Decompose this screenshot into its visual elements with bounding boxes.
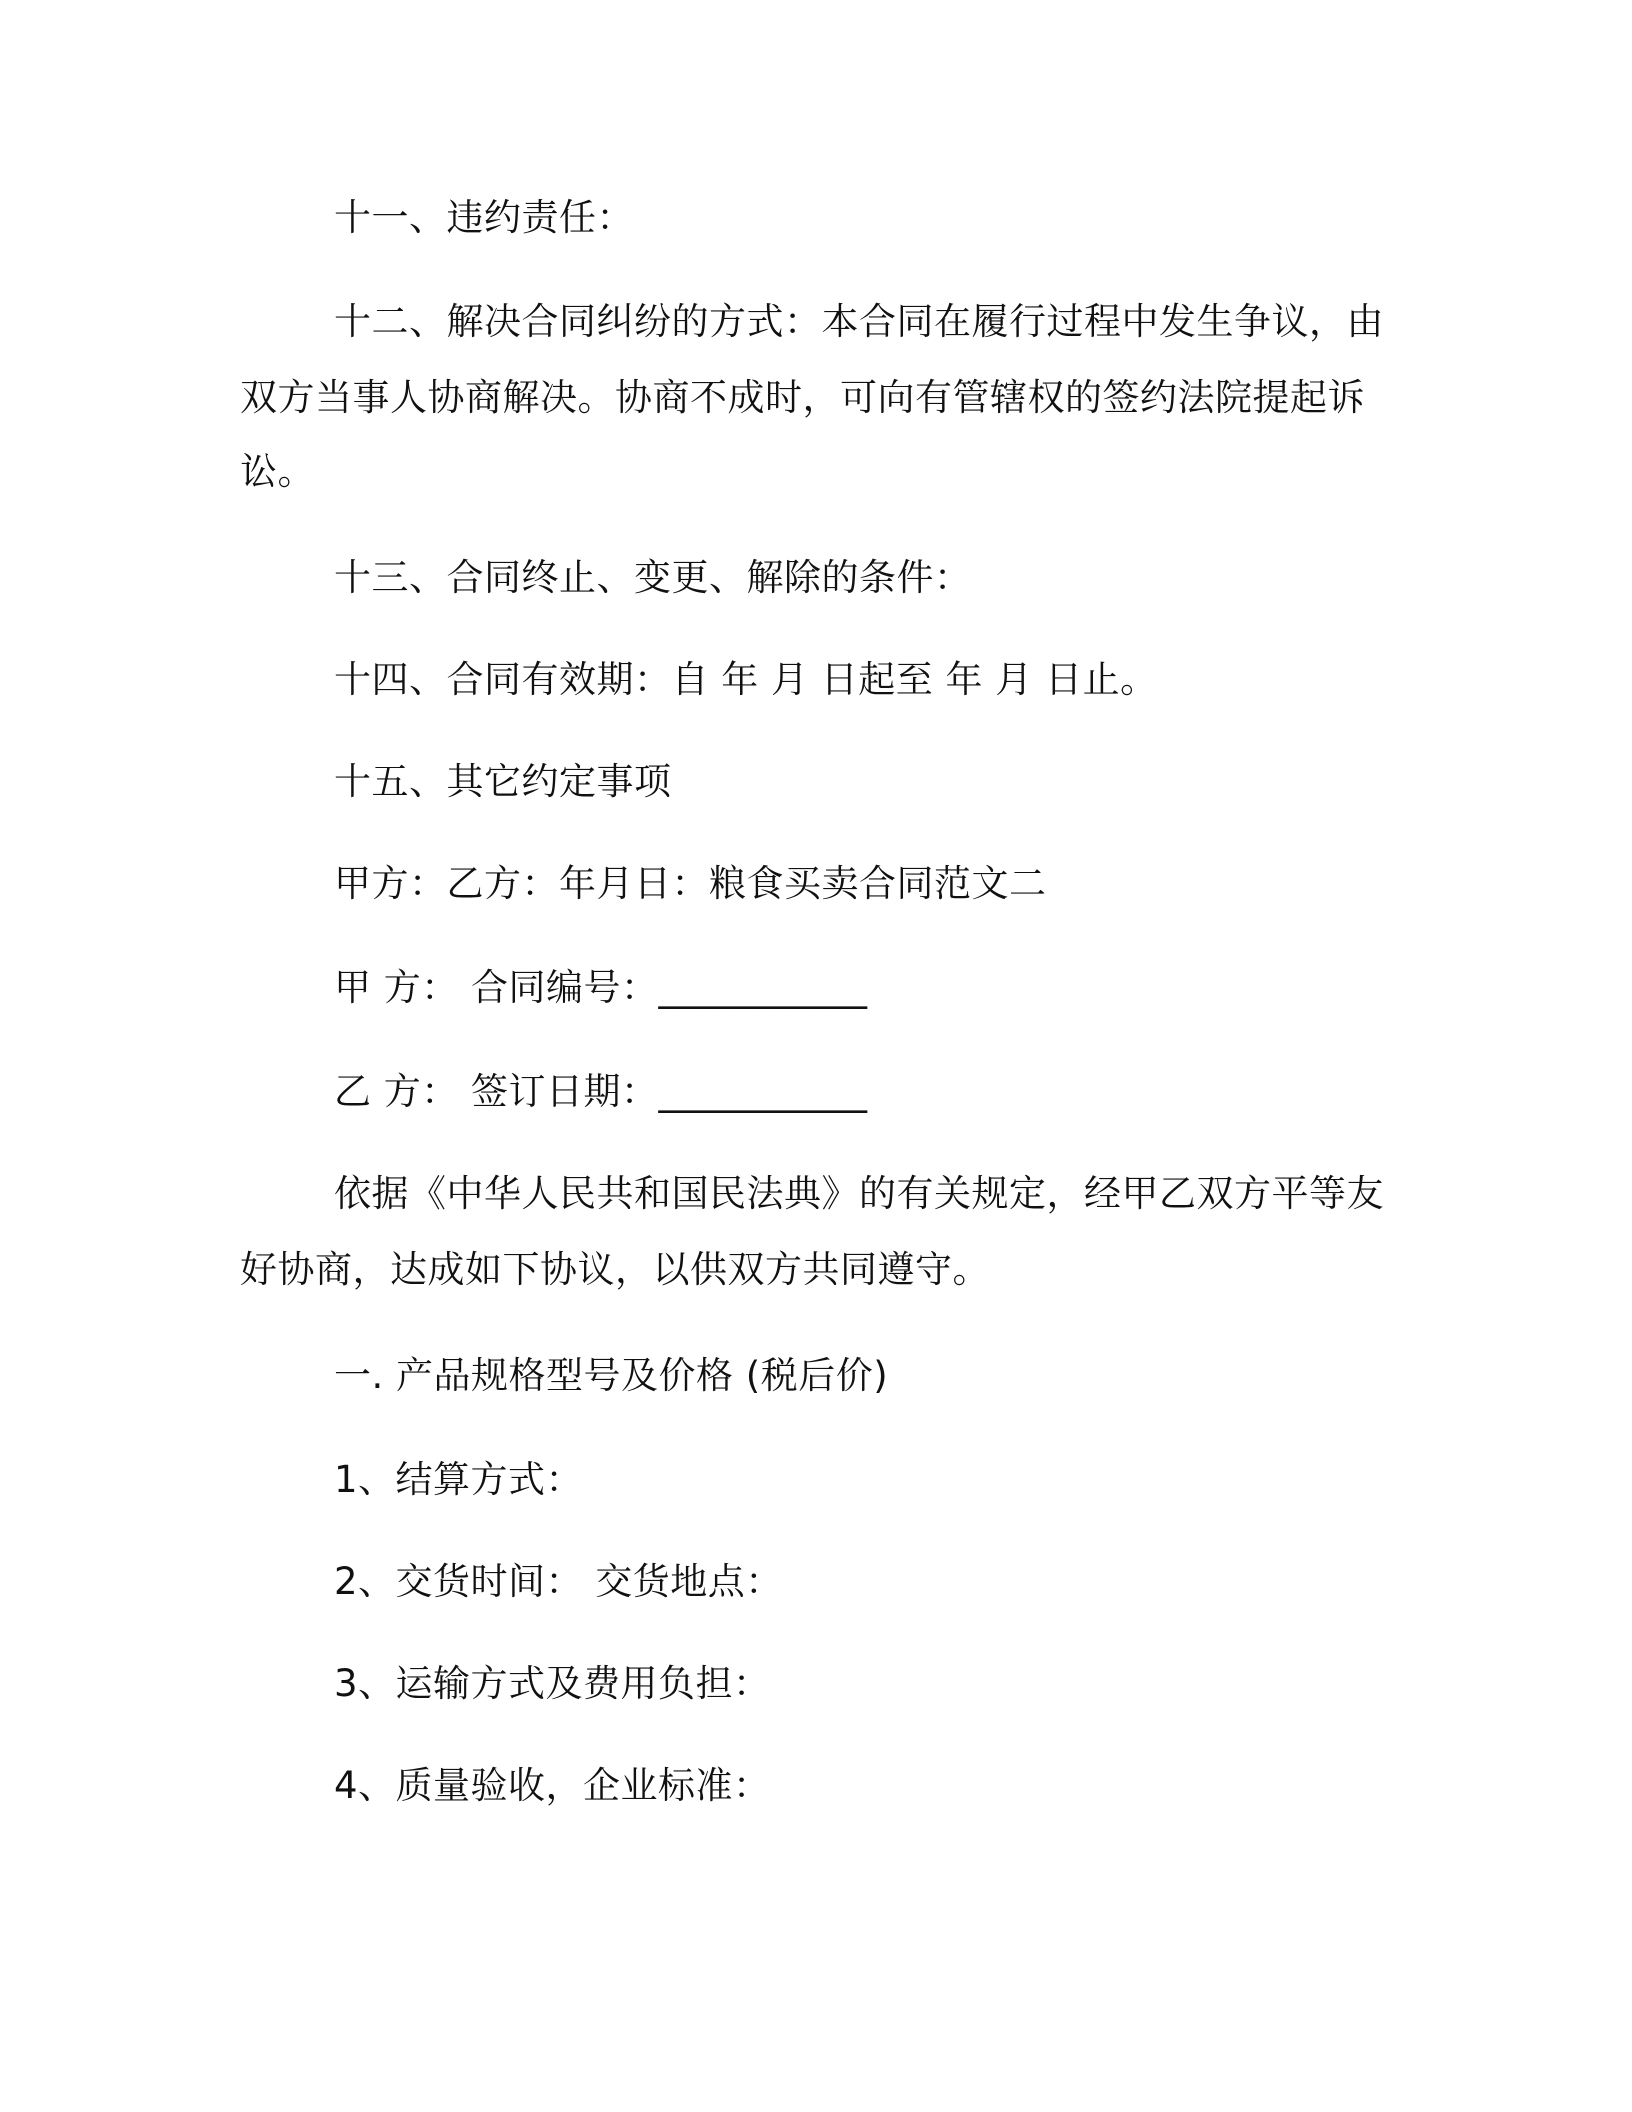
preamble-line-2: 好协商，达成如下协议，以供双方共同遵守。 <box>240 1248 990 1291</box>
signature-line-and-sample-two-title: 甲方：乙方：年月日：粮食买卖合同范文二 <box>334 862 1047 905</box>
clause-12-dispute-resolution-line-3: 讼。 <box>240 450 315 493</box>
clause-14-validity-period: 十四、合同有效期：自 年 月 日起至 年 月 日止。 <box>334 658 1158 701</box>
item-1-settlement-method: 1、结算方式： <box>334 1458 584 1501</box>
item-2-delivery-time-place: 2、交货时间： 交货地点： <box>334 1560 783 1603</box>
item-3-transport-cost: 3、运输方式及费用负担： <box>334 1662 771 1705</box>
clause-13-termination-conditions: 十三、合同终止、变更、解除的条件： <box>334 556 972 599</box>
clause-15-other-matters: 十五、其它约定事项 <box>334 760 672 803</box>
party-a-contract-number: 甲 方： 合同编号：___________ <box>334 966 868 1009</box>
item-4-quality-acceptance: 4、质量验收，企业标准： <box>334 1764 771 1807</box>
party-b-signing-date: 乙 方： 签订日期：___________ <box>334 1070 868 1113</box>
section-1-product-spec-price: 一. 产品规格型号及价格 (税后价) <box>334 1354 889 1397</box>
clause-12-dispute-resolution-line-1: 十二、解决合同纠纷的方式：本合同在履行过程中发生争议，由 <box>334 300 1384 343</box>
preamble-line-1: 依据《中华人民共和国民法典》的有关规定，经甲乙双方平等友 <box>334 1172 1384 1215</box>
clause-11-breach-liability: 十一、违约责任： <box>334 196 634 239</box>
clause-12-dispute-resolution-line-2: 双方当事人协商解决。协商不成时，可向有管辖权的签约法院提起诉 <box>240 376 1365 419</box>
